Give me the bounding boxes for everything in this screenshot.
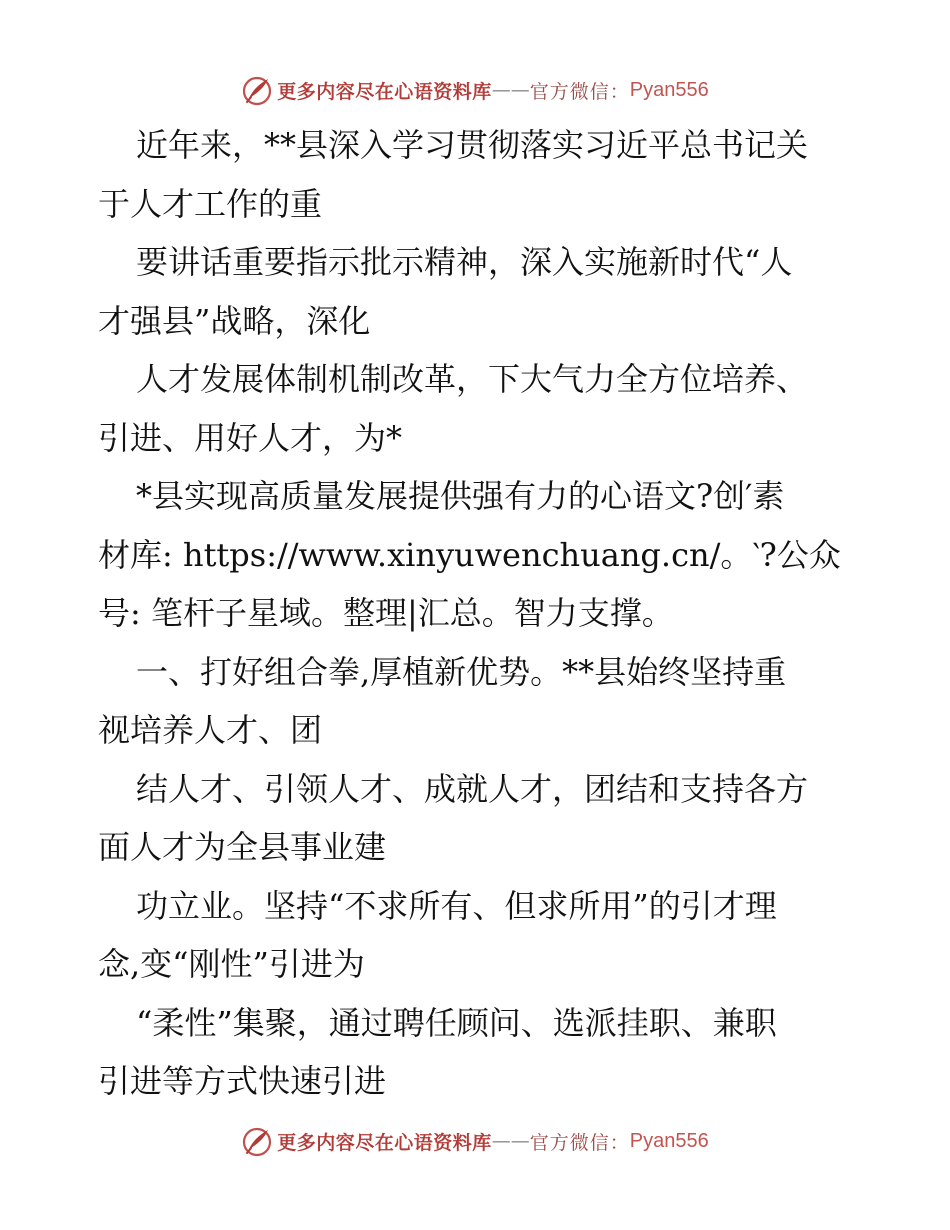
body-line: 一、打好组合拳,厚植新优势。**县始终坚持重 — [136, 652, 787, 691]
body-line: 引进、用好人才，为* — [98, 418, 403, 457]
body-line: “柔性”集聚，通过聘任顾问、选派挂职、兼职 — [136, 1003, 777, 1042]
footer-wechat-id: Pyan556 — [629, 1129, 709, 1152]
body-line: 号: 笔杆子星域。整理|汇总。智力支撑。 — [98, 594, 674, 632]
body-line: 引进等方式快速引进 — [98, 1062, 387, 1100]
body-line: 要讲话重要指示批示精神，深入实施新时代“人 — [136, 243, 793, 281]
quill-seal-icon — [241, 1125, 273, 1157]
header-wechat-label: 官方微信： — [529, 80, 630, 103]
body-line: 材库: https://www.xinyuwenchuang.cn/。‵?公众 — [98, 535, 841, 574]
body-line: 面人才为全县事业建 — [98, 828, 387, 866]
header-watermark — [0, 70, 950, 110]
quill-seal-icon — [241, 74, 273, 106]
body-line: 于人才工作的重 — [98, 184, 323, 223]
body-line: 功立业。坚持“不求所有、但求所用”的引才理 — [136, 886, 777, 925]
footer-watermark — [0, 1121, 950, 1161]
body-line: 近年来，**县深入学习贯彻落实习近平总书记关 — [136, 126, 809, 164]
header-separator: —— — [491, 79, 530, 101]
footer-wechat-label: 官方微信： — [529, 1131, 630, 1154]
document-body — [98, 116, 858, 1111]
body-line: 结人才、引领人才、成就人才，团结和支持各方 — [136, 769, 809, 808]
body-line: *县实现高质量发展提供强有力的心语文?创′素 — [136, 477, 785, 515]
body-line: 念,变“刚性”引进为 — [98, 945, 365, 983]
header-wechat-id: Pyan556 — [629, 78, 709, 101]
footer-separator: —— — [491, 1130, 530, 1152]
body-line: 人才发展体制机制改革，下大气力全方位培养、 — [136, 360, 809, 398]
footer-brand-text: 更多内容尽在心语资料库 — [277, 1131, 492, 1154]
body-line: 才强县”战略，深化 — [98, 301, 371, 340]
header-brand-text: 更多内容尽在心语资料库 — [277, 80, 492, 103]
body-line: 视培养人才、团 — [98, 711, 323, 749]
